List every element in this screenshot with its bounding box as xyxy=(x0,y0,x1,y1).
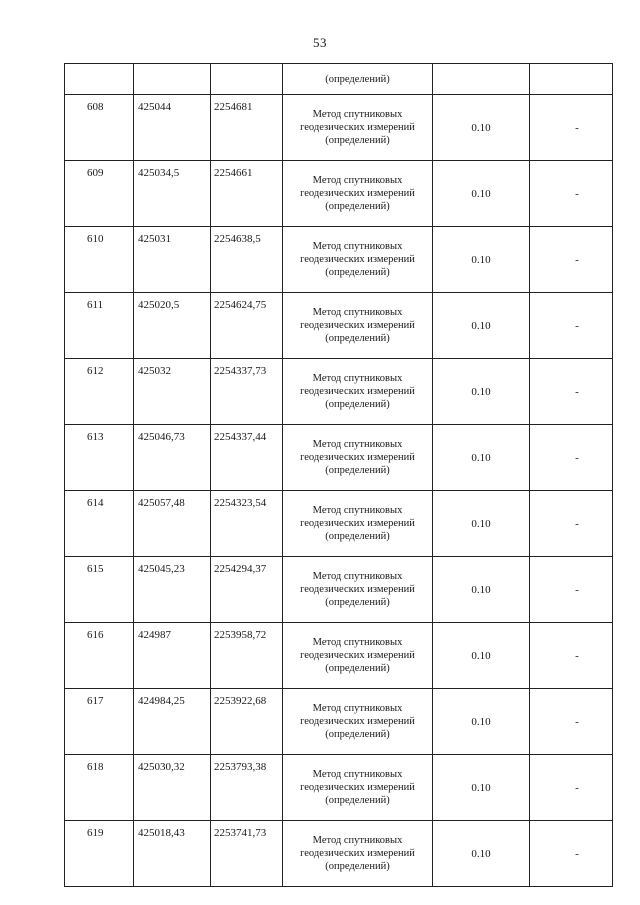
method-line: геодезических измерений xyxy=(300,452,415,463)
point-number: 614 xyxy=(65,491,134,557)
method-line: геодезических измерений xyxy=(300,386,415,397)
method-line: Метод спутниковых xyxy=(312,703,403,714)
coord-x: 425031 xyxy=(134,227,211,293)
method-cell xyxy=(283,359,433,425)
method-line: (определений) xyxy=(325,531,390,542)
description-value: - xyxy=(530,623,613,689)
method-cell xyxy=(283,425,433,491)
method-line: (определений) xyxy=(325,663,390,674)
description-value: - xyxy=(530,227,613,293)
coord-x: 425044 xyxy=(134,95,211,161)
description-value: - xyxy=(530,161,613,227)
description-value: - xyxy=(530,359,613,425)
coord-x: 425020,5 xyxy=(134,293,211,359)
coord-x: 424987 xyxy=(134,623,211,689)
method-line: Метод спутниковых xyxy=(312,241,403,252)
table-row xyxy=(65,557,613,623)
continuation-cell-num xyxy=(65,64,134,95)
method-line: Метод спутниковых xyxy=(312,637,403,648)
accuracy-value: 0.10 xyxy=(433,359,530,425)
description-value: - xyxy=(530,755,613,821)
continuation-cell-x xyxy=(134,64,211,95)
coord-x: 425045,23 xyxy=(134,557,211,623)
table-row xyxy=(65,293,613,359)
coord-y: 2254681 xyxy=(211,95,283,161)
accuracy-value: 0.10 xyxy=(433,557,530,623)
accuracy-value: 0.10 xyxy=(433,689,530,755)
point-number: 608 xyxy=(65,95,134,161)
point-number: 617 xyxy=(65,689,134,755)
continuation-cell-accuracy xyxy=(433,64,530,95)
method-line: геодезических измерений xyxy=(300,848,415,859)
table-row xyxy=(65,623,613,689)
method-line: геодезических измерений xyxy=(300,650,415,661)
continuation-cell-desc xyxy=(530,64,613,95)
table-row xyxy=(65,95,613,161)
description-value: - xyxy=(530,821,613,887)
method-cell xyxy=(283,623,433,689)
coord-y: 2253958,72 xyxy=(211,623,283,689)
method-line: геодезических измерений xyxy=(300,716,415,727)
method-line: (определений) xyxy=(325,399,390,410)
page-number: 53 xyxy=(313,35,327,50)
method-line: геодезических измерений xyxy=(300,782,415,793)
coord-y: 2253922,68 xyxy=(211,689,283,755)
method-cell xyxy=(283,689,433,755)
method-cell xyxy=(283,491,433,557)
method-line: (определений) xyxy=(325,795,390,806)
table-row xyxy=(65,821,613,887)
method-line: геодезических измерений xyxy=(300,122,415,133)
accuracy-value: 0.10 xyxy=(433,491,530,557)
method-line: геодезических измерений xyxy=(300,584,415,595)
point-number: 609 xyxy=(65,161,134,227)
accuracy-value: 0.10 xyxy=(433,227,530,293)
table-row xyxy=(65,227,613,293)
table-row xyxy=(65,161,613,227)
point-number: 619 xyxy=(65,821,134,887)
coord-x: 425032 xyxy=(134,359,211,425)
method-line: Метод спутниковых xyxy=(312,307,403,318)
method-line: (определений) xyxy=(325,729,390,740)
method-line: Метод спутниковых xyxy=(312,439,403,450)
point-number: 612 xyxy=(65,359,134,425)
accuracy-value: 0.10 xyxy=(433,95,530,161)
method-line: (определений) xyxy=(325,267,390,278)
continuation-row xyxy=(65,64,613,95)
method-line: (определений) xyxy=(325,333,390,344)
table-row xyxy=(65,359,613,425)
coord-y: 2254294,37 xyxy=(211,557,283,623)
point-number: 610 xyxy=(65,227,134,293)
table-body xyxy=(65,64,613,887)
accuracy-value: 0.10 xyxy=(433,821,530,887)
method-cell xyxy=(283,161,433,227)
coord-y: 2254337,44 xyxy=(211,425,283,491)
table-row xyxy=(65,425,613,491)
coord-x: 425030,32 xyxy=(134,755,211,821)
point-number: 615 xyxy=(65,557,134,623)
accuracy-value: 0.10 xyxy=(433,755,530,821)
method-line: Метод спутниковых xyxy=(312,571,403,582)
coord-y: 2254337,73 xyxy=(211,359,283,425)
description-value: - xyxy=(530,293,613,359)
point-number: 611 xyxy=(65,293,134,359)
coord-x: 425034,5 xyxy=(134,161,211,227)
method-line: (определений) xyxy=(325,861,390,872)
coord-y: 2254661 xyxy=(211,161,283,227)
continuation-cell-y xyxy=(211,64,283,95)
method-line: Метод спутниковых xyxy=(312,835,403,846)
method-cell xyxy=(283,293,433,359)
method-line: (определений) xyxy=(325,201,390,212)
accuracy-value: 0.10 xyxy=(433,161,530,227)
point-number: 618 xyxy=(65,755,134,821)
method-line: геодезических измерений xyxy=(300,254,415,265)
coordinates-table xyxy=(64,63,613,887)
method-line: Метод спутниковых xyxy=(312,769,403,780)
table-row xyxy=(65,689,613,755)
method-line: Метод спутниковых xyxy=(312,505,403,516)
point-number: 616 xyxy=(65,623,134,689)
coord-y: 2253741,73 xyxy=(211,821,283,887)
accuracy-value: 0.10 xyxy=(433,293,530,359)
accuracy-value: 0.10 xyxy=(433,623,530,689)
table-row xyxy=(65,755,613,821)
method-cell xyxy=(283,821,433,887)
coord-x: 425018,43 xyxy=(134,821,211,887)
method-line: геодезических измерений xyxy=(300,320,415,331)
method-line: (определений) xyxy=(325,465,390,476)
method-line: геодезических измерений xyxy=(300,518,415,529)
method-line: геодезических измерений xyxy=(300,188,415,199)
coord-y: 2254624,75 xyxy=(211,293,283,359)
coord-x: 425046,73 xyxy=(134,425,211,491)
description-value: - xyxy=(530,95,613,161)
method-line: (определений) xyxy=(325,135,390,146)
description-value: - xyxy=(530,689,613,755)
description-value: - xyxy=(530,557,613,623)
point-number: 613 xyxy=(65,425,134,491)
table-row xyxy=(65,491,613,557)
description-value: - xyxy=(530,491,613,557)
method-line: Метод спутниковых xyxy=(312,109,403,120)
coord-y: 2253793,38 xyxy=(211,755,283,821)
method-cell xyxy=(283,755,433,821)
method-line: Метод спутниковых xyxy=(312,175,403,186)
method-cell xyxy=(283,227,433,293)
description-value: - xyxy=(530,425,613,491)
continuation-cell-method: (определений) xyxy=(283,64,433,95)
method-line: (определений) xyxy=(325,597,390,608)
coord-y: 2254638,5 xyxy=(211,227,283,293)
accuracy-value: 0.10 xyxy=(433,425,530,491)
method-cell xyxy=(283,557,433,623)
coord-x: 424984,25 xyxy=(134,689,211,755)
method-cell xyxy=(283,95,433,161)
method-line: Метод спутниковых xyxy=(312,373,403,384)
coord-x: 425057,48 xyxy=(134,491,211,557)
coord-y: 2254323,54 xyxy=(211,491,283,557)
